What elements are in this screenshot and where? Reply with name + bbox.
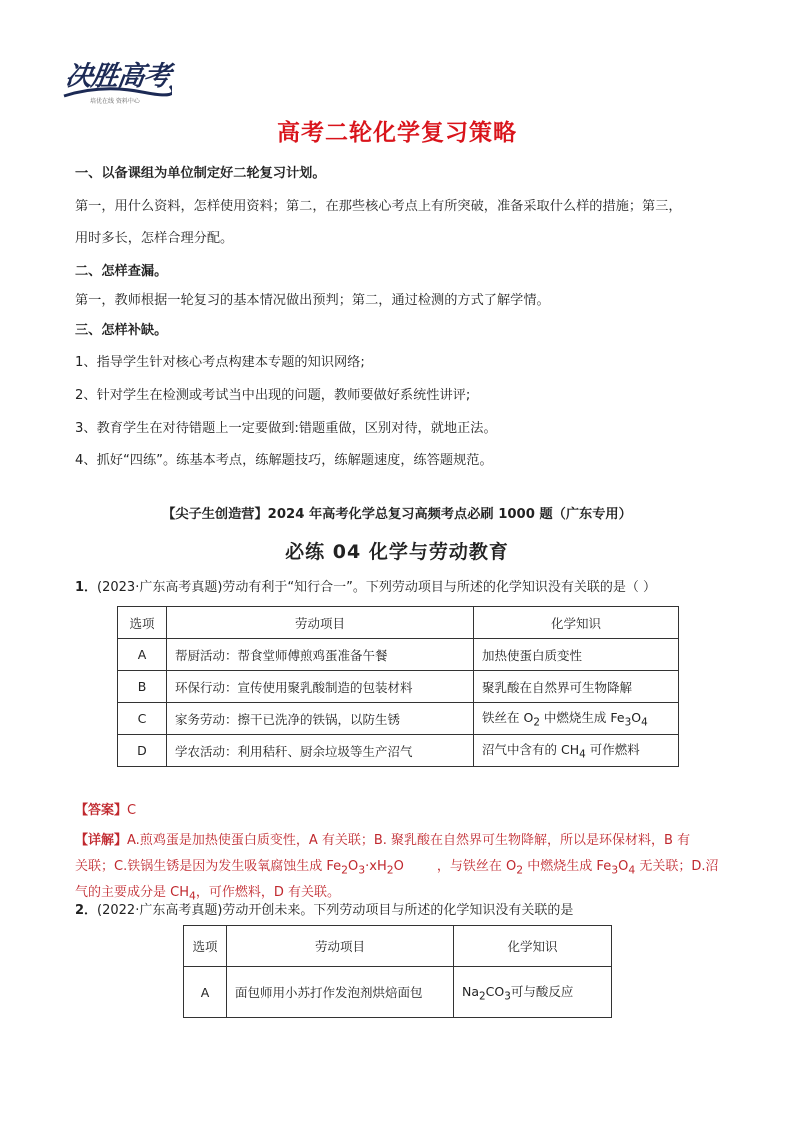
answer-label: 【答案】 [75, 803, 128, 818]
detail-line2: 关联；C.铁锅生锈是因为发生吸氧腐蚀生成 $Fe_2O_3\cdot xH_2O$ ，与铁丝在 $O_2$ 中燃烧生成 $Fe_3O_4$ 无关联；D.沼 [75, 859, 719, 877]
task-cell: 学农活动：利用秸秆、厨余垃圾等生产沼气 [167, 735, 474, 767]
series-title: 【尖子生创造营】2024 年高考化学总复习高频考点必刷 1000 题（广东专用） [162, 507, 632, 522]
option-cell: A [118, 639, 167, 671]
table-row [118, 671, 679, 703]
header-task: 劳动项目 [227, 926, 454, 967]
question-2-stem [75, 901, 735, 921]
header-option: 选项 [184, 926, 227, 967]
option-cell: C [118, 703, 167, 735]
detail-line3: 气的主要成分是 $CH_4$，可作燃料，D 有关联。 [75, 885, 341, 903]
section1-heading: 一、以备课组为单位制定好二轮复习计划。 [75, 166, 326, 181]
section1-body-line1: 第一，用什么资料，怎样使用资料；第二，在那些核心考点上有所突破，准备采取什么样的措施；第三， [75, 199, 682, 214]
logo-text: 决胜高考 [63, 61, 172, 92]
task-cell: 环保行动：宣传使用聚乳酸制造的包装材料 [167, 671, 474, 703]
task-cell: 家务劳动：擦干已洗净的铁锅，以防生锈 [167, 703, 474, 735]
table-row [118, 703, 679, 735]
table-row [184, 967, 612, 1018]
header-task: 劳动项目 [167, 607, 474, 639]
section3-item: 1、指导学生针对核心考点构建本专题的知识网络; [75, 355, 365, 370]
section3-item: 2、针对学生在检测或考试当中出现的问题，教师要做好系统性讲评; [75, 388, 471, 403]
knowledge-cell: $Na_2CO_3$可与酸反应 [454, 967, 612, 1018]
question-1-table [117, 606, 679, 767]
question-text: (2022·广东高考真题)劳动开创未来。下列劳动项目与所述的化学知识没有关联的是 [97, 903, 574, 918]
detail-line1: 【详解】A.煎鸡蛋是加热使蛋白质变性，A 有关联；B. 聚乳酸在自然界可生物降解，所以是环保材料，B 有 [75, 833, 691, 848]
page-title: 高考二轮化学复习策略 [277, 120, 517, 146]
answer-line [75, 801, 735, 821]
question-number: 2． [75, 903, 98, 918]
table-row [118, 639, 679, 671]
knowledge-cell: 加热使蛋白质变性 [474, 639, 679, 671]
section3-item: 3、教育学生在对待错题上一定要做到:错题重做，区别对待，就地正法。 [75, 421, 497, 436]
question-text: (2023·广东高考真题)劳动有利于“知行合一”。下列劳动项目与所述的化学知识没有关联的是（ ） [97, 580, 657, 595]
question-1-stem [75, 578, 735, 598]
section2-heading: 二、怎样查漏。 [75, 264, 168, 279]
logo [62, 52, 172, 122]
logo-small-text: 培优在线 资料中心 [90, 98, 140, 105]
logo-swoosh-icon [62, 82, 172, 102]
knowledge-cell: 聚乳酸在自然界可生物降解 [474, 671, 679, 703]
option-cell: A [184, 967, 227, 1018]
table-header-row [118, 607, 679, 639]
section1-body-line2: 用时多长，怎样合理分配。 [75, 231, 234, 246]
answer-value: C [127, 803, 137, 818]
section3-item: 4、抓好“四练”。练基本考点，练解题技巧，练解题速度，练答题规范。 [75, 453, 493, 468]
option-cell: D [118, 735, 167, 767]
task-cell: 面包师用小苏打作发泡剂烘焙面包 [227, 967, 454, 1018]
section3-heading: 三、怎样补缺。 [75, 323, 168, 338]
detail-label: 【详解】 [75, 833, 128, 848]
header-option: 选项 [118, 607, 167, 639]
knowledge-cell: 铁丝在 $O_2$ 中燃烧生成 $Fe_3O_4$ [474, 703, 679, 735]
option-cell: B [118, 671, 167, 703]
task-cell: 帮厨活动：帮食堂师傅煎鸡蛋准备午餐 [167, 639, 474, 671]
table-row [118, 735, 679, 767]
question-2-table [183, 925, 612, 1018]
exercise-subtitle: 必练 04 化学与劳动教育 [285, 541, 509, 563]
header-knowledge: 化学知识 [454, 926, 612, 967]
section2-body: 第一，教师根据一轮复习的基本情况做出预判；第二，通过检测的方式了解学情。 [75, 293, 550, 308]
question-number: 1． [75, 580, 98, 595]
header-knowledge: 化学知识 [474, 607, 679, 639]
table-header-row [184, 926, 612, 967]
knowledge-cell: 沼气中含有的 $CH_4$ 可作燃料 [474, 735, 679, 767]
